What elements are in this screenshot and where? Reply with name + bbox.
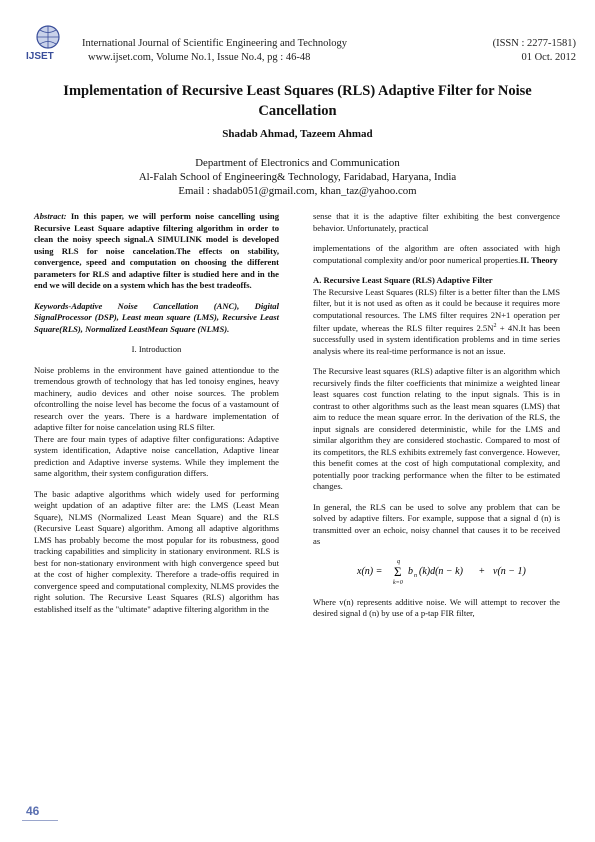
section-heading-theory: II. Theory [520, 254, 558, 265]
right-paragraph-5: In general, the RLS can be used to solve any problem that can be solved by adaptive filters. For example, suppose that a signal d (n) is transmitted over an echoic, noisy channel that causes it to be received as [313, 501, 560, 547]
keywords-text: Adaptive Noise Cancellation (ANC), Digital SignalProcessor (DSP), Least mean square (LMS), Recursive Least Square(RLS), Normalized LeastMean Square (NLMS). [34, 300, 279, 334]
email: Email : shadab051@gmail.com, khan_taz@yahoo.com [178, 185, 417, 197]
journal-date: 01 Oct. 2012 [521, 52, 576, 63]
eq-term-sub: n [414, 572, 417, 579]
eq-sum-sign: Σ [394, 563, 402, 579]
right-paragraph-2-text: implementations of the algorithm are often associated with high computational complexity and/or poor numerical properties. [313, 243, 560, 265]
para3-pre: The Recursive Least Squares (RLS) filter is a better filter than the LMS filter, but it is not used as often as it could be because it requires more computational resources. The LMS filter requires 2N+1 operation per filter update, whereas the RLS filter requires 2.5N [313, 286, 560, 333]
abstract-text: In this paper, we will perform noise cancelling using Recursive Least Square adaptive filtering algorithm in order to clean the noisy speech signal.A SIMULINK model is developed using RLS for noise cancelation.The effects on stability, convergence, speed and computation on choosing the different parameters for RLS and adaptive filter is studied here and in the end we will decide on a system which has the best tradeoffs. [34, 211, 279, 290]
intro-paragraph-3: The basic adaptive algorithms which widely used for performing weight updation of an adaptive filter are: the LMS (Least Mean Square), NLMS (Normalized Least Mean Square) and the RLS (Recursive Least Square) algorithm. Among all adaptive algorithms LMS has probably become the most popular for its robustness, good tracking capabilities and simplicity in stationary environment. RLS is best for non-stationary environment with high convergence speed but at the cost of higher complexity. Therefore a trade-offis required in convergence speed and computational complexity, NLMS provides the right solution. The Recursive Least Squares (RLS) algorithm has established itself as the "ultimate" adaptive filtering algorithm in the [34, 488, 279, 614]
right-paragraph-4: The Recursive least squares (RLS) adaptive filter is an algorithm which recursively finds the filter coefficients that minimize a weighted linear least squares cost function relating to the input signals. This is in contrast to other algorithms such as the least mean squares (LMS) that aim to reduce the mean square error. In the derivation of the RLS, the input signals are considered deterministic, while for the LMS and similar algorithm they are considered stochastic. Compared to most of its competitors, the RLS exhibits extremely fast convergence. However, this benefit comes at the cost of high computational complexity, and potentially poor tracking performance when the filter to be estimated changes. [313, 366, 560, 492]
school: Al-Falah School of Engineering& Technology, Faridabad, Haryana, India [138, 171, 457, 183]
subsection-heading-rls: A. Recursive Least Square (RLS) Adaptive Filter [313, 275, 493, 285]
affiliation-block [0, 156, 595, 198]
journal-logo [20, 24, 80, 62]
intro-paragraph-2: There are four main types of adaptive filter configurations: Adaptive system identification, Adaptive noise cancellation, Adaptive linear prediction and Adaptive inverse systems. While they implement the same algorithm, their system configuration differs. [34, 433, 279, 478]
paper-authors: Shadab Ahmad, Tazeem Ahmad [222, 128, 373, 140]
department: Department of Electronics and Communication [195, 157, 400, 169]
abstract-label: Abstract: [34, 211, 67, 221]
section-heading-introduction: I. Introduction [131, 344, 182, 354]
right-paragraph-1: sense that it is the adaptive filter exhibiting the best convergence behavior. Unfortunately, practical [313, 211, 560, 233]
para3-superscript: 2 [493, 323, 497, 329]
eq-term: b [408, 565, 413, 577]
eq-plus: + [479, 565, 485, 577]
paper-title: Implementation of Recursive Least Squares (RLS) Adaptive Filter for Noise Cancellation [63, 83, 532, 119]
journal-name: International Journal of Scientific Engineering and Technology [82, 38, 347, 49]
keywords [34, 301, 279, 336]
eq-noise: v(n − 1) [493, 565, 526, 577]
page-number: 46 [26, 804, 40, 818]
eq-sum-bottom: k=0 [393, 579, 403, 585]
logo-text: IJSET [26, 51, 54, 62]
left-column [34, 211, 279, 624]
para3-post: + 4N.It has been successfully used in system identification problems and in time series analysis where its real-time performance is not an issue. [313, 322, 560, 356]
journal-volume: www.ijset.com, Volume No.1, Issue No.4, pg : 46-48 [88, 52, 311, 63]
right-column [313, 211, 560, 629]
right-paragraph-6: Where v(n) represents additive noise. We will attempt to recover the desired signal d (n) by use of a p-tap FIR filter, [313, 596, 560, 619]
eq-term-rest: (k)d(n − k) [419, 565, 463, 577]
right-paragraph-2 [313, 243, 560, 266]
abstract [34, 211, 279, 292]
right-paragraph-3 [313, 287, 560, 358]
logo-globe-icon [20, 24, 80, 62]
footer-rule [22, 820, 58, 821]
keywords-label: Keywords- [34, 300, 72, 311]
journal-issn: (ISSN : 2277-1581) [492, 38, 576, 49]
journal-header [78, 37, 576, 65]
equation-received-signal [313, 557, 560, 585]
eq-lhs: x(n) = [357, 565, 383, 577]
eq-sum-top: q [397, 558, 400, 565]
intro-paragraph-1: Noise problems in the environment have gained attentiondue to the tremendous growth of technology that has led tonoisy engines, heavy machinery, audio devices and other noise sources. The problem ofcontrolling the noise level has become the focus of a vastamount of research over the years. There is a hardware implementation of adaptive filter for noise cancelation using RLS filter. [34, 364, 279, 432]
